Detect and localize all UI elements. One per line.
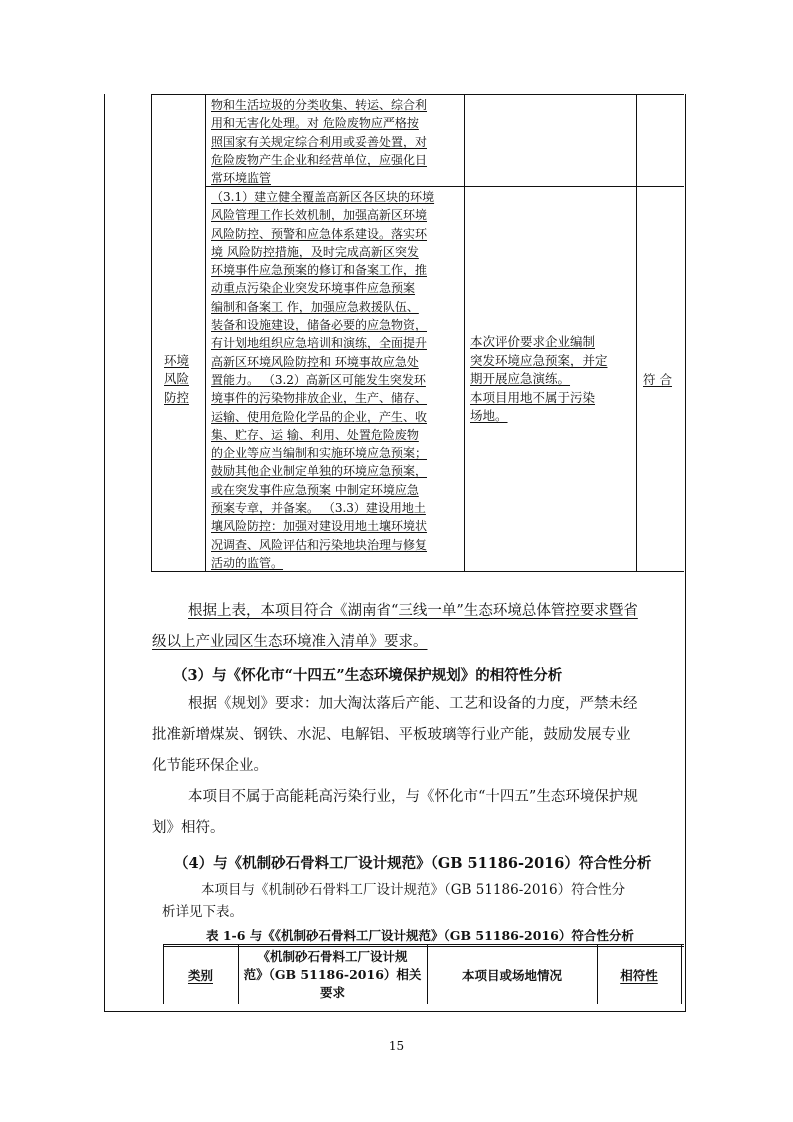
text-line: 析详见下表。 [162, 904, 243, 920]
text-line: 突发环境应急预案，并定 [470, 352, 608, 368]
text-line: 《机制砂石骨料工厂设计规 [257, 949, 408, 964]
table-line [681, 944, 682, 1004]
text-line: 危险废物产生企业和经营单位，应强化日 [211, 152, 428, 167]
table-line [205, 94, 206, 572]
table-line [163, 946, 684, 947]
requirement-cell [211, 96, 427, 187]
text-line: 本项目用地不属于污染 [470, 389, 596, 405]
text-line: 境 风险防控措施，及时完成高新区突发 [211, 244, 419, 259]
text-line: 照国家有关规定综合利用或妥善处置，对 [211, 134, 428, 149]
text-line: 本次评价要求企业编制 [470, 334, 596, 349]
header-conformity: 相符性 [620, 968, 658, 983]
text-line: 根据上表，本项目符合《湖南省“三线一单”生态环境总体管控要求暨省 [188, 603, 638, 619]
category-cell [164, 352, 189, 407]
text-line: 根据《规划》要求：加大淘汰落后产能、工艺和设备的力度，严禁未经 [188, 696, 638, 712]
text-line: 化节能环保企业。 [152, 758, 268, 774]
text-line: 鼓励其他企业制定单独的环境应急预案， [211, 464, 428, 479]
text-line: 编制和备案工 作，加强应急救援队伍、 [211, 299, 419, 314]
text-line: 划》相符。 [152, 820, 225, 836]
table-line [151, 94, 684, 95]
text-line: 环境事件应急预案的修订和备案工作，推 [211, 263, 428, 278]
text-line: 风险 [164, 371, 190, 387]
page-number: 15 [388, 1039, 405, 1053]
text-line: 场地。 [470, 408, 508, 424]
text-line: 风险管理工作长效机制，加强高新区环境 [211, 208, 428, 223]
requirement-cell [211, 188, 434, 572]
text-line: 防控 [164, 389, 190, 405]
text-line: 本项目与《机制砂石骨料工厂设计规范》（GB 51186-2016）符合性分 [201, 882, 626, 898]
text-line: 集、贮存、运 输、利用、处置危险废物 [211, 427, 419, 442]
text-line: 高新区环境风险防控和 环境事故应急处 [211, 354, 419, 369]
text-line: （3.1）建立健全覆盖高新区各区块的环境 [211, 190, 435, 204]
text-line: 的企业等应当编制和实施环境应急预案； [211, 446, 428, 461]
text-line: 预案专章，并备案。 （3.3）建设用地土 [211, 501, 426, 516]
situation-cell [470, 333, 608, 426]
text-line: 壤风险防控：加强对建设用地土壤环境状 [211, 519, 428, 534]
text-line: 物和生活垃圾的分类收集、转运、综合利 [211, 98, 428, 112]
paragraph [152, 689, 686, 782]
text-line: 风险防控、预警和应急体系建设。落实环 [211, 226, 428, 241]
conformity-cell: 符 合 [643, 372, 672, 387]
table-line [163, 944, 684, 945]
header-situation: 本项目或场地情况 [461, 968, 562, 983]
text-line: 期开展应急演练。 [470, 371, 571, 387]
header-requirement [238, 948, 427, 1002]
text-line: 活动的监管。 [211, 555, 284, 570]
text-line: 或在突发事件应急预案 中制定环境应急 [211, 482, 419, 497]
text-line: 批准新增煤炭、钢铁、水泥、电解铝、平板玻璃等行业产能，鼓励发展专业 [152, 727, 631, 743]
text-line: 级以上产业园区生态环境准入清单》要求。 [152, 634, 428, 650]
section-heading: （3）与《怀化市“十四五”生态环境保护规划》的相符性分析 [173, 667, 563, 684]
text-line: 况调查、风险评估和污染地块治理与修复 [211, 537, 428, 552]
text-line: 有计划地组织应急培训和演练，全面提升 [211, 336, 428, 351]
paragraph [152, 879, 686, 923]
table-line [464, 94, 465, 572]
section-heading: （4）与《机制砂石骨料工厂设计规范》（GB 51186-2016）符合性分析 [174, 855, 652, 872]
text-line: 范》（GB 51186-2016）相关 [243, 967, 422, 982]
text-line: 本项目不属于高能耗高污染行业，与《怀化市“十四五”生态环境保护规 [188, 789, 638, 805]
text-line: 动重点污染企业突发环境事件应急预案 [211, 281, 416, 296]
text-line: 要求 [319, 985, 345, 1000]
text-line: 境事件的污染物排放企业，生产、储存、 [211, 391, 428, 406]
paragraph [152, 782, 686, 844]
text-line: 常环境监管 [211, 171, 272, 186]
text-line: 环境 [164, 353, 190, 368]
header-category: 类别 [187, 968, 213, 983]
table-caption: 表 1-6 与《《机制砂石骨料工厂设计规范》（GB 51186-2016）符合性分析 [206, 928, 634, 943]
text-line: 装备和设施建设，储备必要的应急物资， [211, 318, 428, 333]
text-line: 用和无害化处理。对 危险废物应严格按 [211, 116, 419, 131]
table-line [636, 94, 637, 572]
text-line: 运输、使用危险化学品的企业，产生、收 [211, 409, 428, 424]
paragraph [152, 596, 686, 658]
text-line: 置能力。 （3.2）高新区可能发生突发环 [211, 372, 426, 387]
table-line [151, 94, 152, 572]
